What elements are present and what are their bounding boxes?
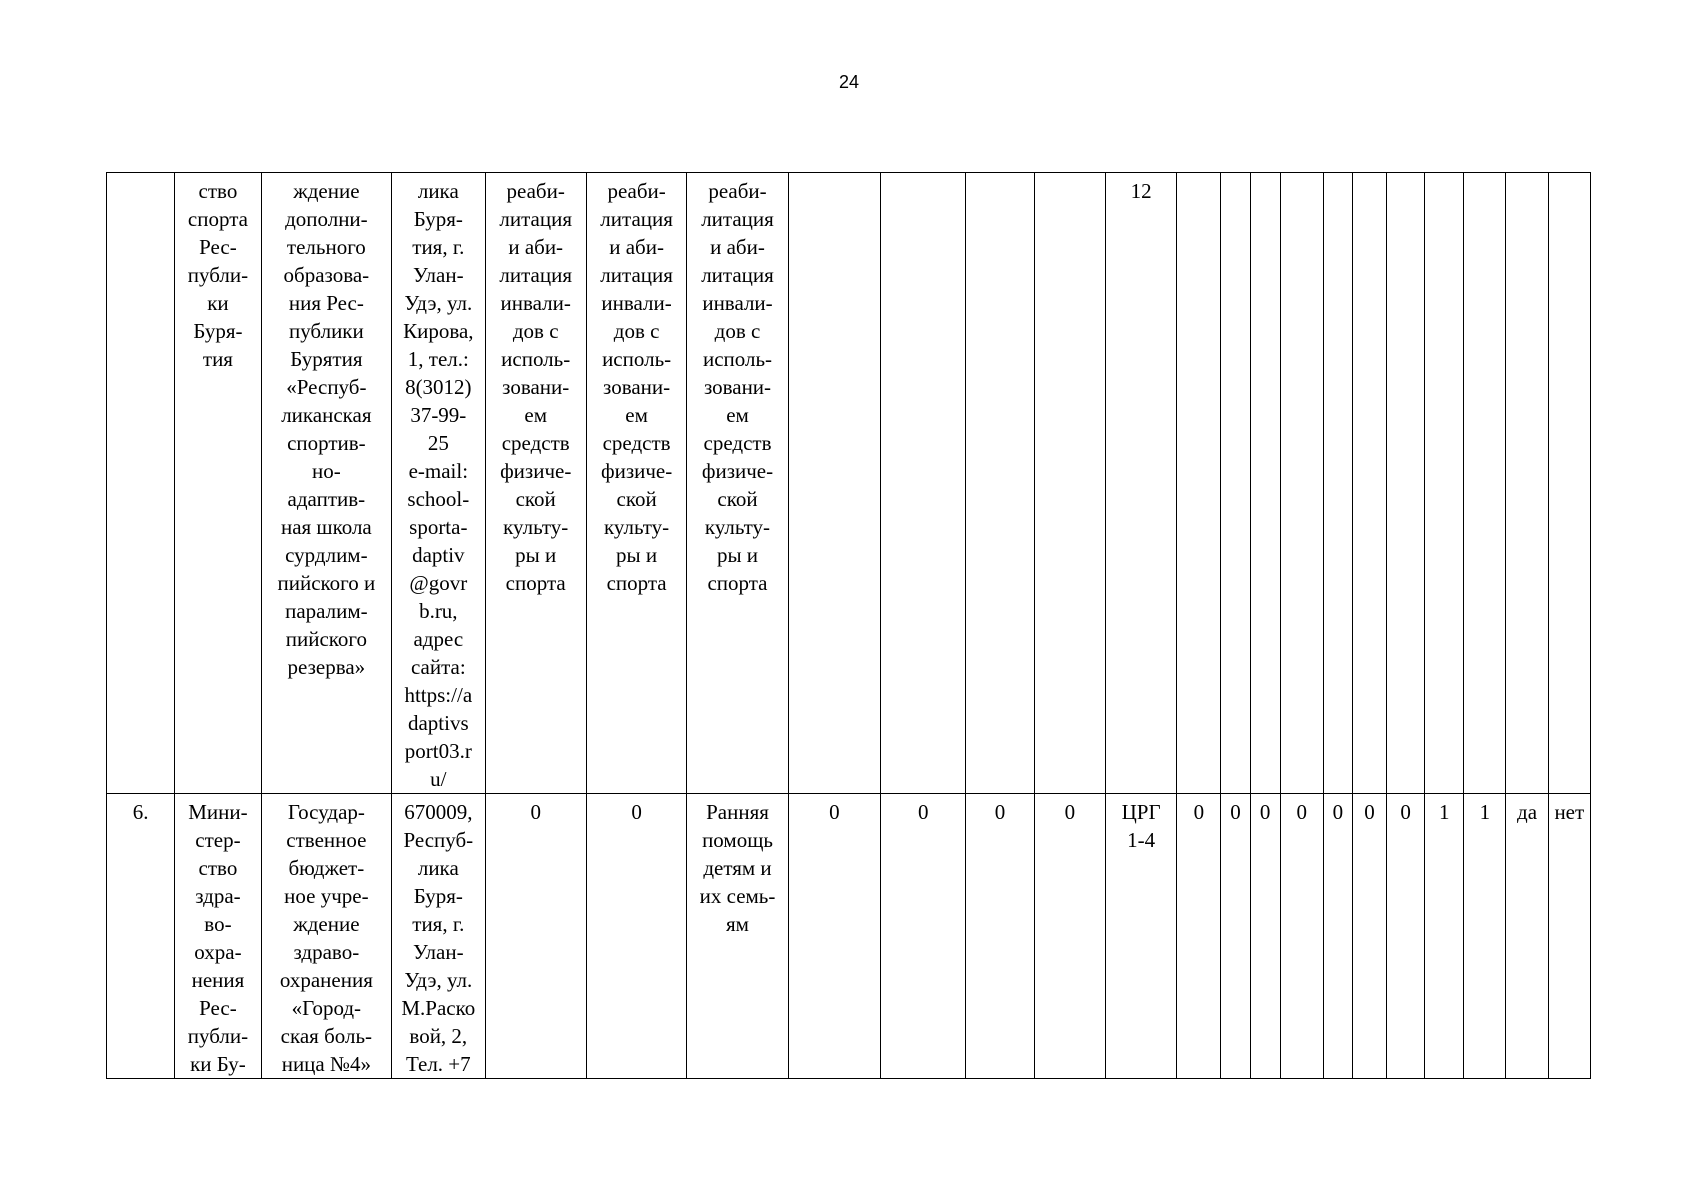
cell-value — [881, 173, 966, 794]
cell-number: 6. — [107, 794, 175, 1079]
cell-authority: Мини- стер- ство здра- во- охра- нения Рес- публи- ки Бу- — [175, 794, 261, 1079]
cell-value: 0 — [1387, 794, 1425, 1079]
cell-service-1: реаби- литация и аби- литация инвали- дов с исполь- зовани- ем средств физиче- ской культу- ры и спорта — [485, 173, 586, 794]
cell-value: 0 — [1177, 794, 1221, 1079]
cell-value: 0 — [1352, 794, 1386, 1079]
cell-flag — [1506, 173, 1548, 794]
cell-organization: Государ- ственное бюджет- ное учре- ждение здраво- охранения «Город- ская боль- ница №4» — [261, 794, 392, 1079]
cell-value: 0 — [1280, 794, 1323, 1079]
cell-value — [1323, 173, 1352, 794]
cell-value: 0 — [1250, 794, 1280, 1079]
cell-value — [1221, 173, 1250, 794]
cell-value — [788, 173, 880, 794]
cell-value: 1 — [1464, 794, 1506, 1079]
cell-flag: да — [1506, 794, 1548, 1079]
table-row-6 — [107, 794, 1591, 1079]
cell-value — [1387, 173, 1425, 794]
cell-value — [1034, 173, 1105, 794]
cell-authority: ство спорта Рес- публи- ки Буря- тия — [175, 173, 261, 794]
cell-value: 0 — [788, 794, 880, 1079]
cell-group: 12 — [1105, 173, 1176, 794]
cell-service-3: Ранняя помощь детям и их семь- ям — [687, 794, 788, 1079]
cell-address: 670009, Респуб- лика Буря- тия, г. Улан- Удэ, ул. М.Раско вой, 2, Тел. +7 — [392, 794, 485, 1079]
cell-flag — [1548, 173, 1590, 794]
cell-service-1: 0 — [485, 794, 586, 1079]
registry-table — [106, 172, 1591, 1079]
table-row-continued — [107, 173, 1591, 794]
cell-address: лика Буря- тия, г. Улан- Удэ, ул. Кирова, 1, тел.: 8(3012) 37-99- 25 e-mail: school- sporta- daptiv @govr b.ru, адрес сайта: https://a daptivs port03.r u/ — [392, 173, 485, 794]
cell-value: 0 — [881, 794, 966, 1079]
cell-value — [1177, 173, 1221, 794]
cell-number — [107, 173, 175, 794]
cell-value — [1352, 173, 1386, 794]
cell-value — [966, 173, 1034, 794]
cell-value — [1280, 173, 1323, 794]
page-number: 24 — [838, 72, 860, 92]
cell-value: 0 — [1323, 794, 1352, 1079]
cell-organization: ждение дополни- тельного образова- ния Рес- публики Бурятия «Респуб- ликанская спортив- но- адаптив- ная школа сурдлим- пийского и паралим- пийского резерва» — [261, 173, 392, 794]
cell-value: 0 — [1221, 794, 1250, 1079]
cell-value: 0 — [1034, 794, 1105, 1079]
cell-value: 0 — [966, 794, 1034, 1079]
cell-group: ЦРГ 1-4 — [1105, 794, 1176, 1079]
cell-service-3: реаби- литация и аби- литация инвали- дов с исполь- зовани- ем средств физиче- ской культу- ры и спорта — [687, 173, 788, 794]
cell-service-2: 0 — [586, 794, 686, 1079]
cell-flag: нет — [1548, 794, 1590, 1079]
cell-value: 1 — [1425, 794, 1464, 1079]
cell-value — [1250, 173, 1280, 794]
cell-value — [1464, 173, 1506, 794]
cell-service-2: реаби- литация и аби- литация инвали- дов с исполь- зовани- ем средств физиче- ской культу- ры и спорта — [586, 173, 686, 794]
cell-value — [1425, 173, 1464, 794]
